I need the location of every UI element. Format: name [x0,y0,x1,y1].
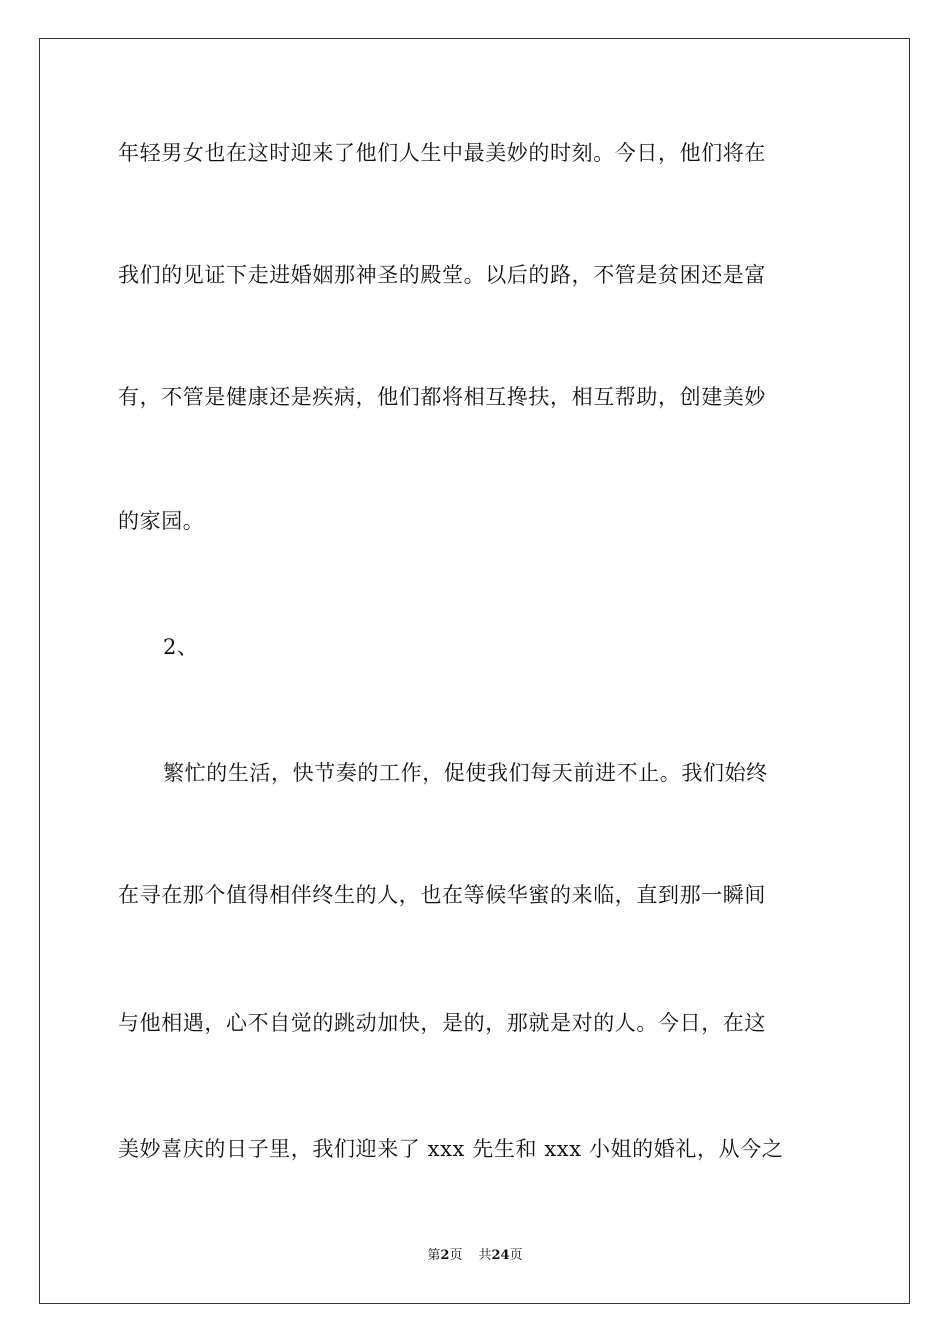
paragraph-line-8: 美妙喜庆的日子里，我们迎来了 xxx 先生和 xxx 小姐的婚礼，从今之 [118,1137,784,1161]
page-border [39,38,910,1304]
section-number: 2、 [163,635,199,659]
paragraph-line-6: 在寻在那个值得相伴终生的人，也在等候华蜜的来临，直到那一瞬间 [118,883,766,907]
paragraph-line-5: 繁忙的生活，快节奏的工作，促使我们每天前进不止。我们始终 [163,761,768,785]
footer-total-pages: 24 [491,1248,510,1263]
page-footer [0,1246,950,1266]
paragraph-line-7: 与他相遇，心不自觉的跳动加快，是的，那就是对的人。今日，在这 [118,1011,766,1035]
paragraph-line-4: 的家园。 [118,509,205,533]
footer-page-suffix: 页 [449,1248,463,1263]
paragraph-line-1: 年轻男女也在这时迎来了他们人生中最美妙的时刻。今日，他们将在 [118,141,766,165]
footer-total-suffix: 页 [509,1248,523,1263]
footer-total-prefix: 共 [478,1248,492,1263]
paragraph-line-2: 我们的见证下走进婚姻那神圣的殿堂。以后的路，不管是贫困还是富 [118,263,766,287]
paragraph-line-3: 有，不管是健康还是疾病，他们都将相互搀扶，相互帮助，创建美妙 [118,385,766,409]
footer-page-prefix: 第 [427,1248,441,1263]
footer-page-number: 2 [440,1248,450,1263]
